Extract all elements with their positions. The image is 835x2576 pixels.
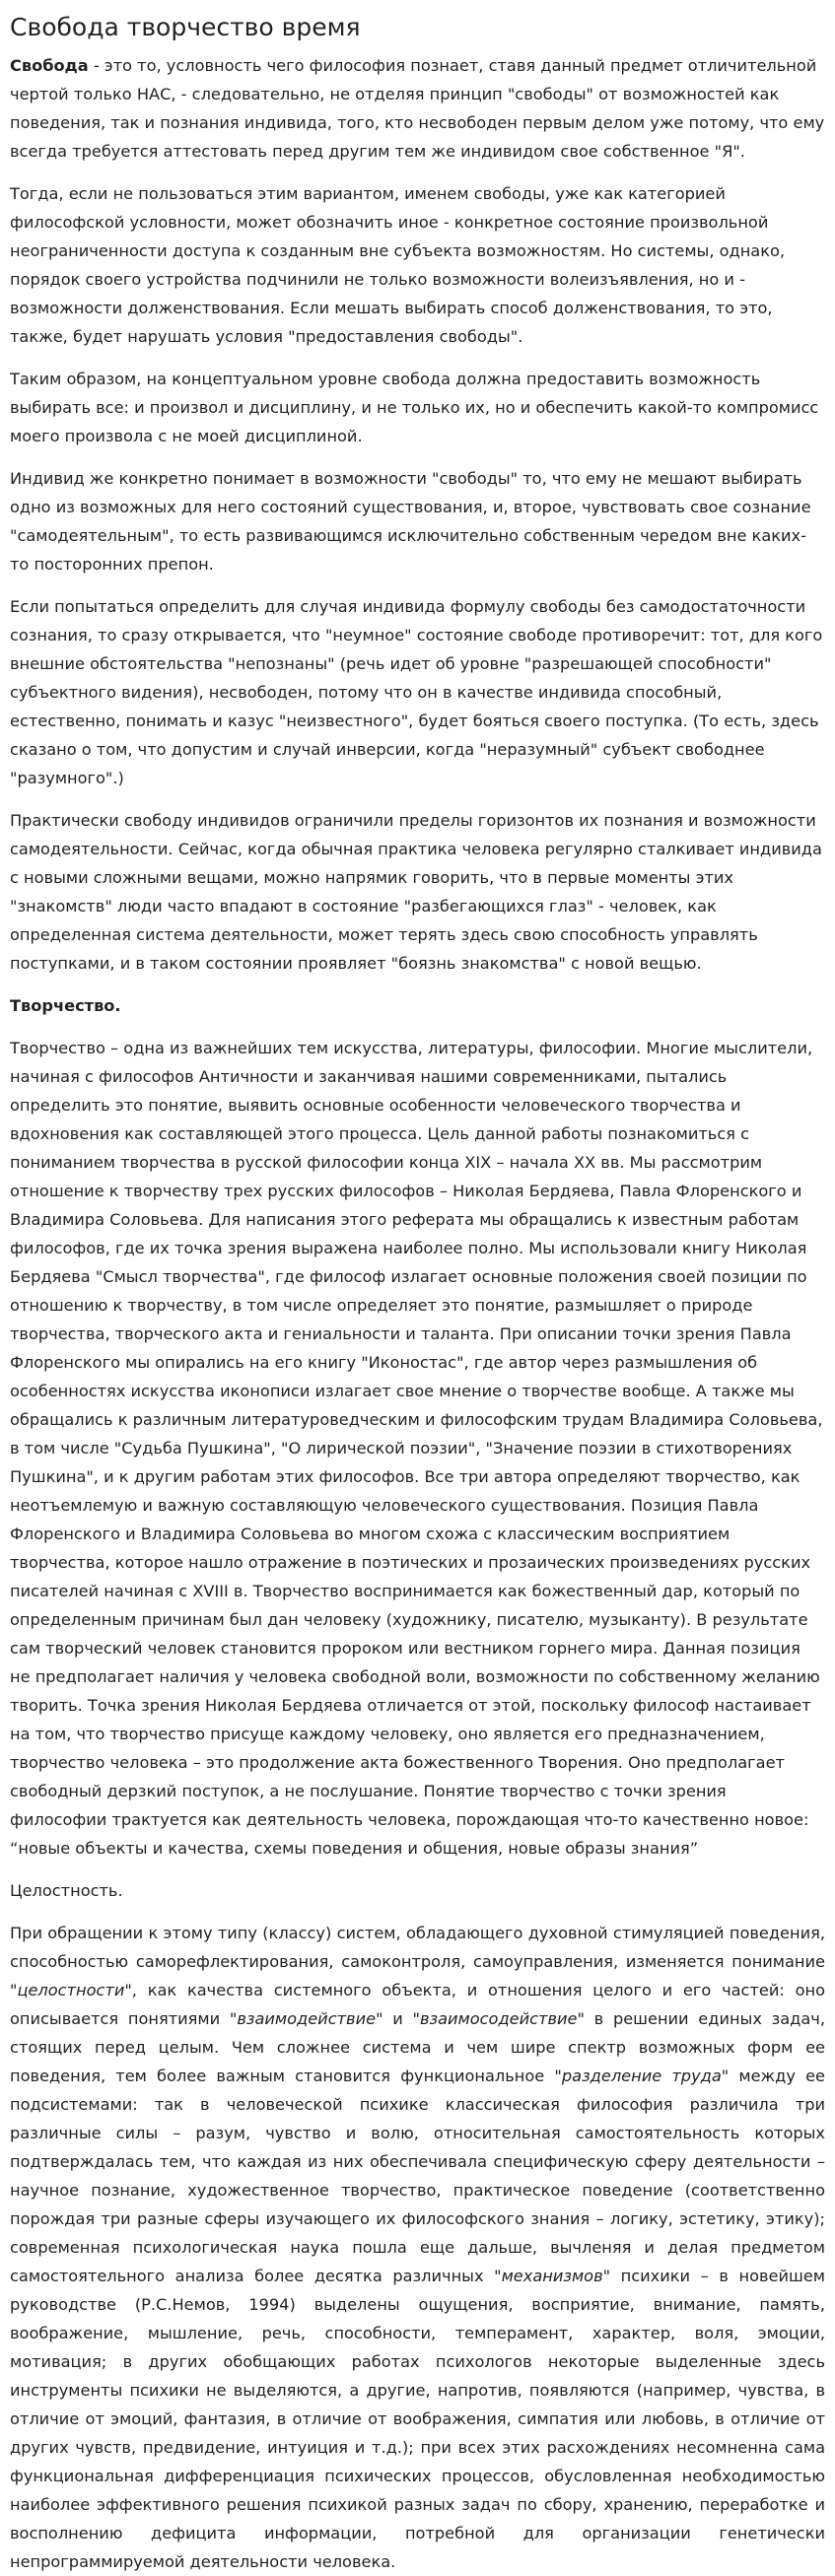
integrity-term-italic: разделение труда <box>561 2067 722 2085</box>
section-heading-creativity: Творчество. <box>10 996 121 1015</box>
integrity-text-segment: " психики – в новейшем руководстве (Р.С.Немов, 1994) выделены ощущения, восприятие, внимание, память, воображение, мышление, речь, способности, темперамент, характер, воля, эмоции, мотивация; в других обобщающих работах психологов некоторые выделенные здесь инструменты психики не выделяются, а другие, напротив, появляются (например, чувства, в отличие от эмоций, фантазия, в отличие от воображения, симпатия или любовь, в отличие от других чувств, предвидение, интуиция и т.д.); при всех этих расхождениях несомненна сама функциональная дифференциация психических процессов, обусловленная необходимостью наиболее эффективного решения психикой разных задач по сбору, хранению, переработке и восполнению дефицита информации, потребной для организации генетически непрограммируемой деятельности человека. <box>10 2267 825 2571</box>
integrity-term-italic: механизмов <box>501 2267 603 2285</box>
paragraph-3: Индивид же конкретно понимает в возможности "свободы" то, что ему не мешают выбирать одно из возможных для него состояний существования, и, второе, чувствовать свое сознание "самодеятельным", то есть развивающимся исключительно собственным чередом вне каких-то посторонних препон. <box>10 469 811 574</box>
paragraph-1: Тогда, если не пользоваться этим вариантом, именем свободы, уже как категорией философской условности, может обозначить иное - конкретное состояние произвольной неограниченности доступа к созданным вне субъекта возможностям. Но системы, однако, порядок своего устройства подчинили не только возможности волеизъявления, но и - возможности долженствования. Если мешать выбирать способ долженствования, то это, также, будет нарушать условия "предоставления свободы". <box>10 184 786 346</box>
integrity-term-italic: взаимодействие <box>237 2009 377 2028</box>
intro-paragraph <box>10 51 825 166</box>
section-heading-integrity: Целостность. <box>10 1881 123 1900</box>
paragraph-4: Если попытаться определить для случая индивида формулу свободы без самодостаточности сознания, то сразу открывается, что "неумное" состояние свободе противоречит: тот, для кого внешние обстоятельства "непознаны" (речь идет об уровне "разрешающей способности" субъектного видения), несвободен, потому что он в качестве индивида способный, естественно, понимать и казус "неизвестного", будет бояться своего поступка. (То есть, здесь сказано о том, что допустим и случай инверсии, когда "неразумный" субъект свободнее "разумного".) <box>10 597 823 787</box>
creativity-paragraph: Творчество – одна из важнейших тем искусства, литературы, философии. Многие мыслители, начиная с философов Античности и заканчивая нашими современниками, пытались определить это понятие, выявить основные особенности человеческого творчества и вдохновения как составляющей этого процесса. Цель данной работы познакомиться с пониманием творчества в русской философии конца XIX – начала XX вв. Мы рассмотрим отношение к творчеству трех русских философов – Николая Бердяева, Павла Флоренского и Владимира Соловьева. Для написания этого реферата мы обращались к известным работам философов, где их точка зрения выражена наиболее полно. Мы использовали книгу Николая Бердяева "Смысл творчества", где философ излагает основные положения своей позиции по отношению к творчеству, в том числе определяет это понятие, размышляет о природе творчества, творческого акта и гениальности и таланта. При описании точки зрения Павла Флоренского мы опирались на его книгу "Иконостас", где автор через размышления об особенностях искусства иконописи излагает свое мнение о творчестве вообще. А также мы обращались к различным литературоведческим и философским трудам Владимира Соловьева, в том числе "Судьба Пушкина", "О лирической поэзии", "Значение поэзии в стихотворениях Пушкина", и к другим работам этих философов. Все три автора определяют творчество, как неотъемлемую и важную составляющую человеческого существования. Позиция Павла Флоренского и Владимира Соловьева во многом схожа с классическим восприятием творчества, которое нашло отражение в поэтических и прозаических произведениях русских писателей начиная с XVIII в. Творчество воспринимается как божественный дар, который по определенным причинам был дан человеку (художнику, писателю, музыканту). В результате сам творческий человек становится пророком или вестником горнего мира. Данная позиция не предполагает наличия у человека свободной воли, возможности по собственному желанию творить. Точка зрения Николая Бердяева отличается от этой, поскольку философ настаивает на том, что творчество присуще каждому человеку, оно является его предназначением, творчество человека – это продолжение акта божественного Творения. Оно предполагает свободный дерзкий поступок, а не послушание. Понятие творчество с точки зрения философии трактуется как деятельность человека, порождающая что-то качественно новое: “новые объекты и качества, схемы поведения и общения, новые образы знания” <box>10 1039 823 1858</box>
page-title: Свобода творчество время <box>10 13 361 41</box>
integrity-text-segment: " и " <box>376 2009 420 2028</box>
integrity-term-italic: целостности <box>17 1981 125 2000</box>
intro-term: Свобода <box>10 56 89 75</box>
integrity-term-italic: взаимосодействие <box>419 2009 578 2028</box>
integrity-text-segment: ", как качества системного объекта, и отношения целого и его частей: оно описывается понятиями " <box>10 1981 825 2028</box>
intro-text: - это то, условность чего философия познает, ставя данный предмет отличительной чертой только НАС, - следовательно, не отделяя принцип "свободы" от возможностей как поведения, так и познания индивида, того, кто несвободен первым делом уже потому, что ему всегда требуется аттестовать перед другим тем же индивидом свое собственное "Я". <box>10 56 825 161</box>
paragraph-2: Таким образом, на концептуальном уровне свобода должна предоставить возможность выбирать все: и произвол и дисциплину, и не только их, но и обеспечить какой-то компромисс моего произвола с не моей дисциплиной. <box>10 370 819 445</box>
integrity-text-segment: " между ее подсистемами: так в человеческой психике классическая философия различила три различные силы – разум, чувство и волю, относительная самостоятельность которых подтверждалась тем, что каждая из них обеспечивала специфическую сферу деятельности – научное познание, художественное творчество, практическое поведение (соответственно порождая три разные сферы изучающего их философского знания – логику, эстетику, этику); современная психологическая наука пошла еще дальше, вычленяя и делая предметом самостоятельного анализа более десятка различных " <box>10 2067 825 2285</box>
paragraph-5: Практически свободу индивидов ограничили пределы горизонтов их познания и возможности самодеятельности. Сейчас, когда обычная практика человека регулярно сталкивает индивида с новыми сложными вещами, можно напрямик говорить, что в первые моменты этих "знакомств" люди часто впадают в состояние "разбегающихся глаз" - человек, как определенная система деятельности, может терять здесь свою способность управлять поступками, и в таком состоянии проявляет "боязнь знакомства" с новой вещью. <box>10 811 822 973</box>
integrity-text-segment: При обращении к этому типу (классу) систем, обладающего духовной стимуляцией поведения, способностью саморефлектирования, самоконтроля, самоуправления, изменяется понимание " <box>10 1924 825 2000</box>
integrity-paragraph <box>10 1919 825 2576</box>
integrity-text-segment: " в решении единых задач, стоящих перед целым. Чем сложнее система и чем шире спектр возможных форм ее поведения, тем более важным становится функциональное " <box>10 2009 826 2085</box>
